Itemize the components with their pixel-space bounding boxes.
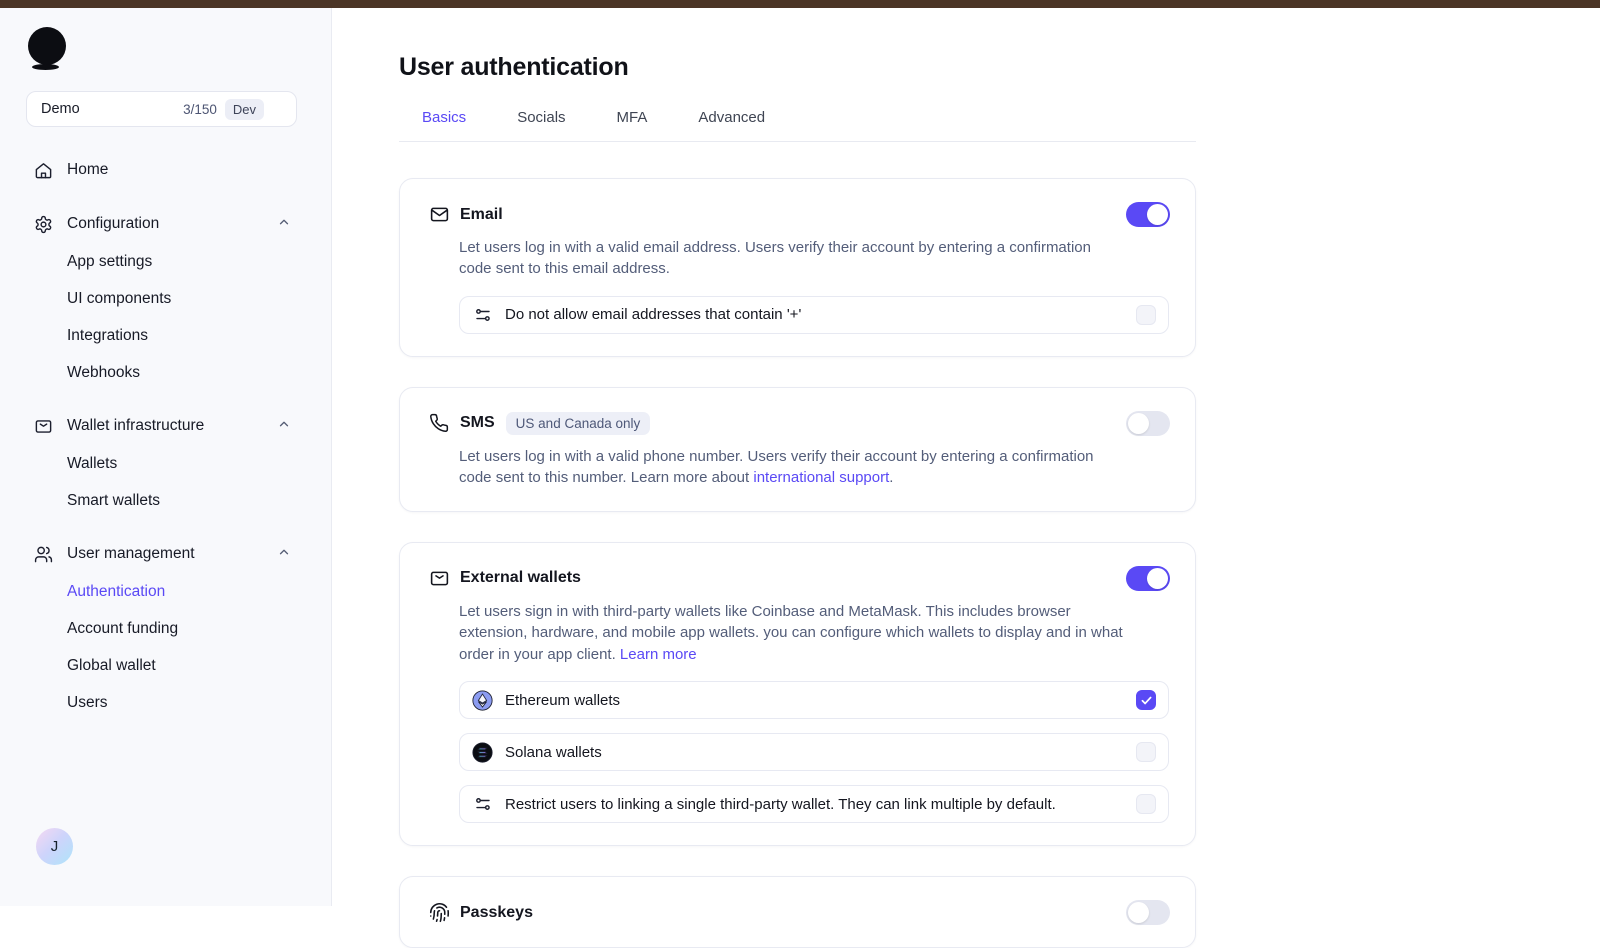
main-content — [332, 8, 1600, 921]
sidebar-item-wallet-infrastructure[interactable] — [26, 407, 297, 445]
sidebar-item-label: Integrations — [67, 326, 148, 344]
sidebar-nav — [26, 151, 305, 721]
sidebar — [0, 8, 332, 906]
sliders-icon — [473, 305, 492, 324]
card-title: SMS — [460, 414, 495, 432]
email-toggle[interactable] — [1126, 202, 1170, 227]
sidebar-item-label: Smart wallets — [67, 491, 161, 509]
card-description — [459, 446, 1111, 489]
sidebar-item-label: Configuration — [67, 215, 160, 232]
chevron-up-icon[interactable] — [277, 215, 291, 234]
sidebar-item-label: Authentication — [67, 582, 166, 600]
sidebar-item-label: Webhooks — [67, 363, 140, 381]
restrict-single-wallet-row[interactable] — [459, 785, 1169, 823]
sidebar-item-label: UI components — [67, 289, 172, 307]
mail-icon — [428, 204, 450, 226]
chevron-up-icon[interactable] — [277, 417, 291, 436]
workspace-switcher[interactable] — [26, 91, 297, 127]
logo-ball-icon — [28, 27, 66, 65]
ethereum-icon — [473, 691, 492, 710]
external-wallets-toggle[interactable] — [1126, 566, 1170, 591]
sidebar-item-label: App settings — [67, 252, 153, 270]
home-icon — [34, 161, 53, 180]
nav-group-configuration — [26, 205, 305, 391]
sidebar-item-label: User management — [67, 545, 195, 562]
sidebar-item-label: Users — [67, 693, 108, 711]
nav-group-user-management — [26, 535, 305, 721]
solana-wallets-row[interactable] — [459, 733, 1169, 771]
sidebar-item-label: Account funding — [67, 619, 179, 637]
email-plus-restriction-row[interactable] — [459, 296, 1169, 334]
passkeys-card — [399, 876, 1196, 948]
solana-wallets-checkbox[interactable] — [1136, 742, 1156, 762]
description-text: . — [889, 469, 894, 487]
sidebar-item-label: Global wallet — [67, 656, 156, 674]
fingerprint-icon — [428, 902, 450, 924]
nav-group-wallet-infrastructure — [26, 407, 305, 519]
users-icon — [34, 545, 53, 564]
card-title: Passkeys — [460, 903, 533, 921]
sidebar-item-wallets[interactable] — [26, 445, 297, 482]
sms-card — [399, 387, 1196, 512]
sidebar-item-app-settings[interactable] — [26, 243, 297, 280]
description-text: Let users log in with a valid phone number. Users verify their account by entering a confirmation code sent to this number. Learn more about — [459, 447, 1094, 487]
tab-basics[interactable]: Basics — [422, 109, 467, 126]
logo-shadow-icon — [32, 64, 59, 70]
sidebar-item-global-wallet[interactable] — [26, 647, 297, 684]
ethereum-wallets-checkbox[interactable] — [1136, 690, 1156, 710]
card-title: Email — [460, 205, 503, 223]
page-title: User authentication — [399, 53, 629, 81]
sidebar-item-label: Wallets — [67, 454, 118, 472]
card-title: External wallets — [460, 569, 581, 587]
sidebar-item-configuration[interactable] — [26, 205, 297, 243]
workspace-usage: 3/150 — [183, 101, 217, 117]
passkeys-toggle[interactable] — [1126, 900, 1170, 925]
chevron-down-icon — [272, 100, 286, 119]
option-label: Do not allow email addresses that contain '+' — [505, 306, 802, 324]
tab-socials[interactable]: Socials — [517, 109, 566, 126]
top-accent-bar — [0, 0, 1600, 8]
app-logo — [28, 27, 68, 70]
wallet-icon — [34, 417, 53, 436]
option-label: Restrict users to linking a single third-party wallet. They can link multiple by default. — [505, 795, 1056, 813]
sms-toggle[interactable] — [1126, 411, 1170, 436]
tab-bar — [399, 109, 1196, 142]
sidebar-item-user-management[interactable] — [26, 535, 297, 573]
sidebar-item-label: Wallet infrastructure — [67, 417, 205, 434]
tab-mfa[interactable]: MFA — [616, 109, 648, 126]
option-label: Solana wallets — [505, 743, 602, 761]
chevron-up-icon[interactable] — [277, 545, 291, 564]
learn-more-link[interactable]: Learn more — [619, 645, 697, 663]
phone-icon — [428, 412, 450, 434]
sliders-icon — [473, 795, 492, 814]
workspace-name: Demo — [41, 101, 80, 117]
wallet-icon — [428, 567, 450, 589]
option-label: Ethereum wallets — [505, 691, 621, 709]
sidebar-item-ui-components[interactable] — [26, 280, 297, 317]
restrict-single-wallet-checkbox[interactable] — [1136, 794, 1156, 814]
sidebar-item-smart-wallets[interactable] — [26, 482, 297, 519]
card-description — [459, 601, 1141, 665]
sidebar-item-users[interactable] — [26, 684, 297, 721]
solana-icon — [473, 743, 492, 762]
international-support-link[interactable]: international support — [753, 469, 890, 487]
sidebar-item-integrations[interactable] — [26, 317, 297, 354]
sms-region-badge: US and Canada only — [506, 412, 651, 435]
description-text: Let users sign in with third-party wallets like Coinbase and MetaMask. This includes browser extension, hardware, and mobile app wallets. you can configure which wallets to display and in what order in your app client. — [459, 602, 1123, 663]
sidebar-item-home[interactable] — [26, 151, 297, 189]
sidebar-item-account-funding[interactable] — [26, 610, 297, 647]
email-plus-restriction-checkbox[interactable] — [1136, 305, 1156, 325]
sidebar-item-webhooks[interactable] — [26, 354, 297, 391]
sidebar-item-authentication[interactable] — [26, 573, 297, 610]
sidebar-item-label: Home — [67, 161, 109, 178]
ethereum-wallets-row[interactable] — [459, 681, 1169, 719]
environment-badge: Dev — [225, 99, 264, 120]
external-wallets-card — [399, 542, 1196, 846]
tab-advanced[interactable]: Advanced — [698, 109, 766, 126]
card-description: Let users log in with a valid email address. Users verify their account by entering a confirmation code sent to this email address. — [459, 239, 1091, 278]
email-card — [399, 178, 1196, 357]
gear-icon — [34, 215, 53, 234]
user-avatar[interactable]: J — [36, 828, 73, 865]
